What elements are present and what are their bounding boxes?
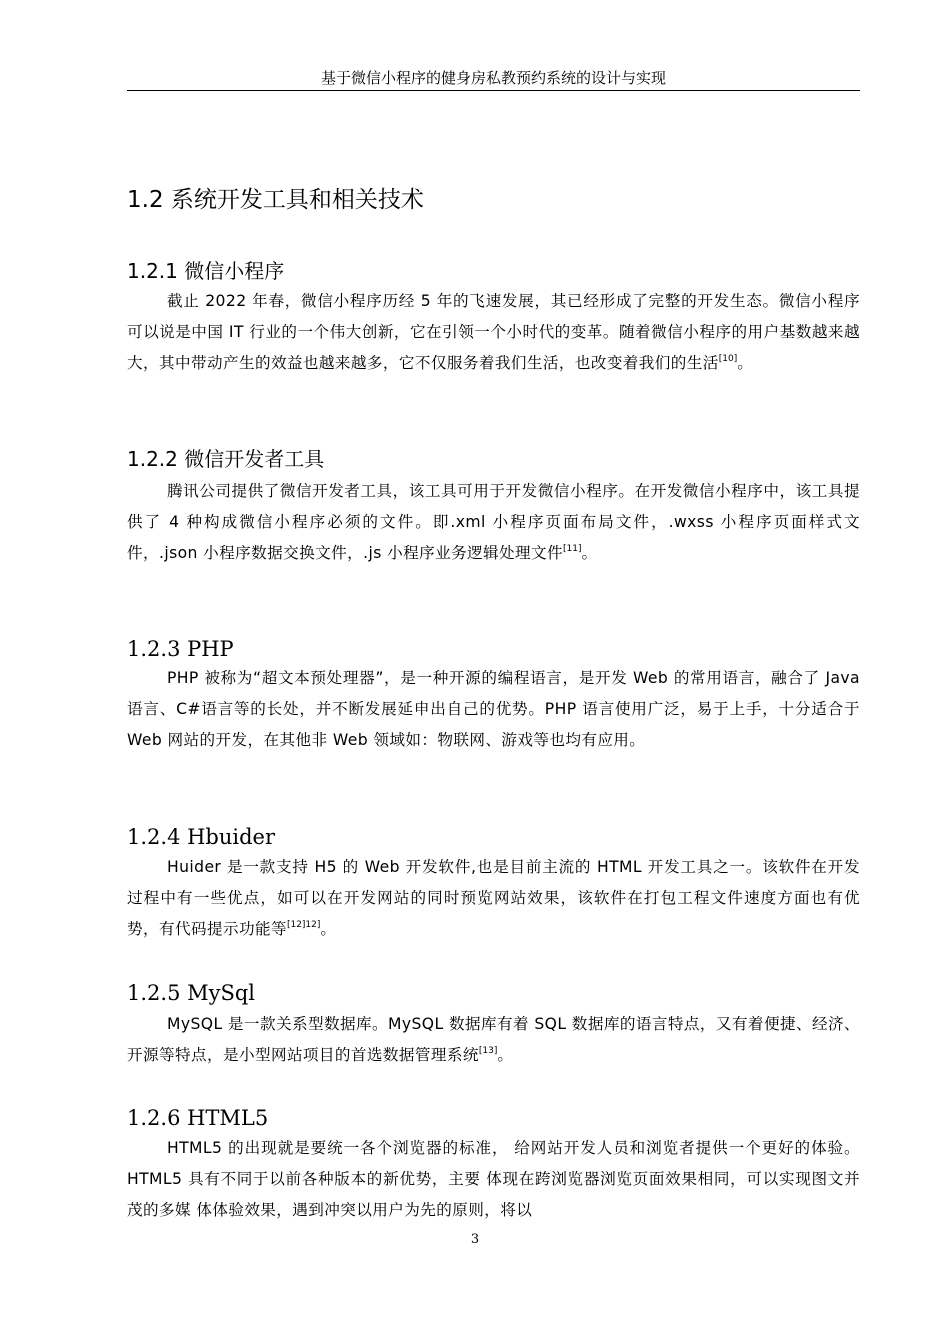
paragraph-end: 。 [581,544,598,562]
paragraph-end: 。 [737,354,754,372]
section-heading: 1.2 系统开发工具和相关技术 [127,187,424,214]
page-number: 3 [470,1232,480,1247]
subsection-heading-1-2-5: 1.2.5 MySql [127,981,256,1005]
citation: [13] [478,1046,498,1056]
paragraph-text: PHP 被称为“超文本预处理器”，是一种开源的编程语言，是开发 Web 的常用语言，融合了 Java 语言、C#语言等的长处，并不断发展延申出自己的优势。PHP 语言使用广泛，易于上手，十分适合于 Web 网站的开发，在其他非 Web 领域如：物联网、游戏等也均有应用。 [127,669,860,749]
paragraph-end: 。 [497,1046,514,1064]
subsection-heading-1-2-1: 1.2.1 微信小程序 [127,259,285,283]
paragraph-mysql [127,1009,860,1071]
paragraph-text: 截止 2022 年春，微信小程序历经 5 年的飞速发展，其已经形成了完整的开发生态。微信小程序可以说是中国 IT 行业的一个伟大创新，它在引领一个小时代的变革。随着微信小程序的用户基数越来越大，其中带动产生的效益也越来越多，它不仅服务着我们生活，也改变着我们的生活 [127,292,860,372]
subsection-heading-1-2-2: 1.2.2 微信开发者工具 [127,447,325,471]
subsection-heading-1-2-4: 1.2.4 Hbuider [127,825,276,849]
subsection-heading-1-2-6: 1.2.6 HTML5 [127,1106,269,1130]
paragraph-text: MySQL 是一款关系型数据库。MySQL 数据库有着 SQL 数据库的语言特点，又有着便捷、经济、开源等特点，是小型网站项目的首选数据管理系统 [127,1015,860,1064]
header-rule [127,90,860,91]
paragraph-end: 。 [320,920,337,938]
citation: [10] [718,354,738,364]
citation: [12]12] [286,920,321,930]
paragraph-hbuider [127,852,860,945]
paragraph-text: HTML5 的出现就是要统一各个浏览器的标准， 给网站开发人员和浏览者提供一个更好的体验。 HTML5 具有不同于以前各种版本的新优势，主要 体现在跨浏览器浏览页面效果相同，可以实现图文并茂的多媒 体体验效果，遇到冲突以用户为先的原则，将以 [127,1139,860,1219]
paragraph-php [127,663,860,756]
subsection-heading-1-2-3: 1.2.3 PHP [127,637,234,661]
citation: [11] [563,544,582,554]
paragraph-wechat-devtools [127,476,860,569]
paragraph-wechat-mini-program [127,286,860,379]
paragraph-text: Huider 是一款支持 H5 的 Web 开发软件,也是目前主流的 HTML 开发工具之一。该软件在开发过程中有一些优点，如可以在开发网站的同时预览网站效果，该软件在打包工程文件速度方面也有优势，有代码提示功能等 [127,858,860,938]
paragraph-text: 腾讯公司提供了微信开发者工具，该工具可用于开发微信小程序。在开发微信小程序中，该工具提供了 4 种构成微信小程序必须的文件。即.xml 小程序页面布局文件，.wxss 小程序页面样式文件，.json 小程序数据交换文件，.js 小程序业务逻辑处理文件 [127,482,860,562]
paragraph-html5 [127,1133,860,1226]
running-header: 基于微信小程序的健身房私教预约系统的设计与实现 [320,69,666,87]
